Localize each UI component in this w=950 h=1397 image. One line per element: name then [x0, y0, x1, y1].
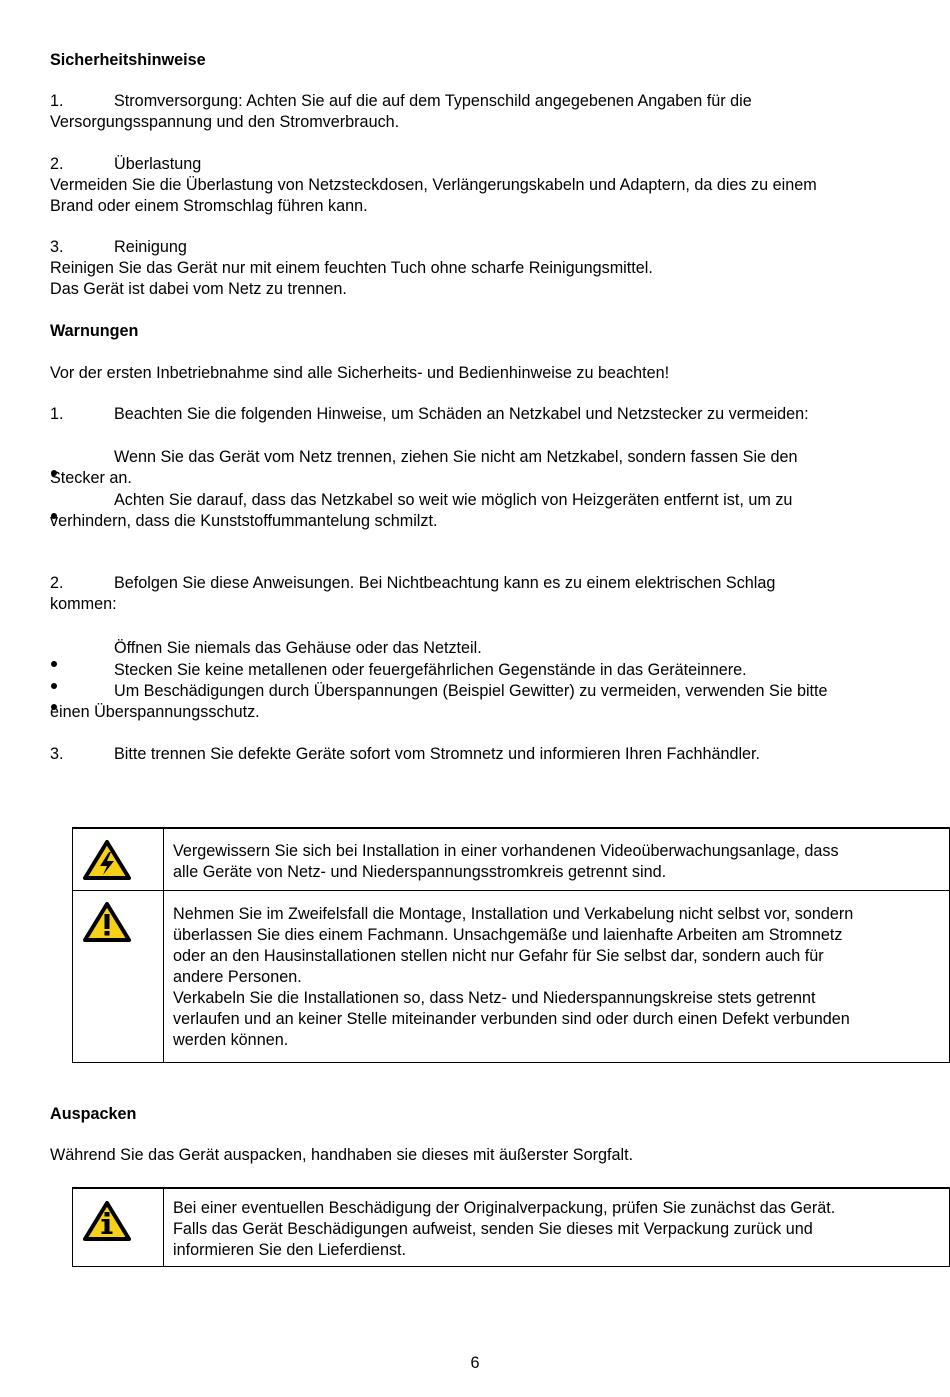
item-text: Befolgen Sie diese Anweisungen. Bei Nichtbeachtung kann es zu einem elektrischen Schlag [114, 574, 776, 592]
warning-1-bullet-1-cont: Stecker an. [50, 469, 132, 487]
warning-2-bullet-3 [50, 681, 828, 702]
warning-1-bullet-1 [50, 447, 798, 468]
text-line: andere Personen. [173, 968, 302, 986]
warning-1-bullet-2 [50, 490, 792, 511]
warning-2-bullet-2 [50, 660, 747, 681]
text-line: verlaufen und an keiner Stelle miteinander verbunden sind oder durch einen Defekt verbunden [173, 1010, 850, 1028]
warnings-heading: Warnungen [50, 322, 139, 340]
safety-item-3-text: Reinigen Sie das Gerät nur mit einem feuchten Tuch ohne scharfe Reinigungsmittel. [50, 259, 653, 277]
text-line: Vergewissern Sie sich bei Installation in einer vorhandenen Videoüberwachungsanlage, dass [173, 842, 839, 860]
text-line: Verkabeln Sie die Installationen so, dass Netz- und Niederspannungskreise stets getrennt [173, 989, 816, 1007]
bullet-text: Um Beschädigungen durch Überspannungen (Beispiel Gewitter) zu vermeiden, verwenden Sie bitte [114, 682, 828, 700]
item-text: Bitte trennen Sie defekte Geräte sofort vom Stromnetz und informieren Ihren Fachhändler. [114, 745, 761, 763]
warning-item-2 [50, 573, 775, 594]
item-text: Beachten Sie die folgenden Hinweise, um Schäden an Netzkabel und Netzstecker zu vermeiden: [114, 405, 809, 423]
item-number: 1. [50, 405, 64, 423]
text-line: Falls das Gerät Beschädigungen aufweist, senden Sie dieses mit Verpackung zurück und [173, 1220, 813, 1238]
safety-item-3-cont: Das Gerät ist dabei vom Netz zu trennen. [50, 280, 347, 298]
bullet-text: Stecken Sie keine metallenen oder feuergefährlichen Gegenstände in das Geräteinnere. [114, 661, 747, 679]
item-text: Stromversorgung: Achten Sie auf die auf dem Typenschild angegebenen Angaben für die [114, 92, 752, 110]
notice-row-electric [73, 829, 949, 891]
item-number: 1. [50, 92, 64, 110]
unpacking-text: Während Sie das Gerät auspacken, handhaben sie dieses mit äußerster Sorgfalt. [50, 1146, 634, 1164]
item-number: 3. [50, 745, 64, 763]
icon-cell [73, 891, 164, 1062]
text-line: werden können. [173, 1031, 289, 1049]
icon-cell [73, 1189, 164, 1266]
warning-1-bullet-2-cont: verhindern, dass die Kunststoffummantelung schmilzt. [50, 512, 438, 530]
unpacking-heading: Auspacken [50, 1105, 137, 1123]
warning-2-bullet-3-cont: einen Überspannungsschutz. [50, 703, 260, 721]
bullet-text: Öffnen Sie niemals das Gehäuse oder das Netzteil. [114, 639, 482, 657]
notice-row-warning [73, 891, 949, 1062]
safety-item-1 [50, 91, 752, 112]
warning-exclamation-icon [83, 902, 131, 942]
info-icon [83, 1201, 131, 1241]
safety-item-1-cont: Versorgungsspannung und den Stromverbrauch. [50, 113, 400, 131]
item-number: 2. [50, 574, 64, 592]
safety-item-2-text: Vermeiden Sie die Überlastung von Netzsteckdosen, Verlängerungskabeln und Adaptern, da dies zu einem [50, 176, 817, 194]
item-title: Überlastung [114, 155, 202, 173]
warning-item-1 [50, 404, 809, 425]
item-number: 2. [50, 155, 64, 173]
text-line: Nehmen Sie im Zweifelsfall die Montage, Installation und Verkabelung nicht selbst vor, sondern [173, 905, 854, 923]
warning-item-2-cont: kommen: [50, 595, 117, 613]
safety-item-3 [50, 237, 187, 258]
warning-2-bullet-1 [50, 638, 482, 659]
notice-row-electric-text [173, 841, 943, 883]
electric-hazard-icon [83, 840, 131, 880]
item-title: Reinigung [114, 238, 187, 256]
warnings-intro: Vor der ersten Inbetriebnahme sind alle Sicherheits- und Bedienhinweise zu beachten! [50, 364, 670, 382]
safety-item-2 [50, 154, 201, 175]
text-line: informieren Sie den Lieferdienst. [173, 1241, 407, 1259]
text-line: Bei einer eventuellen Beschädigung der Originalverpackung, prüfen Sie zunächst das Gerät. [173, 1199, 836, 1217]
text-line: oder an den Hausinstallationen stellen nicht nur Gefahr für Sie selbst dar, sondern auch für [173, 947, 824, 965]
notice-box [72, 827, 950, 1063]
notice-row-warning-text [173, 904, 943, 1051]
info-box [72, 1187, 950, 1267]
text-line: alle Geräte von Netz- und Niederspannungsstromkreis getrennt sind. [173, 863, 667, 881]
bullet-text: Achten Sie darauf, dass das Netzkabel so weit wie möglich von Heizgeräten entfernt ist, um zu [114, 491, 793, 509]
safety-heading: Sicherheitshinweise [50, 51, 206, 69]
safety-item-2-cont: Brand oder einem Stromschlag führen kann. [50, 197, 368, 215]
text-line: überlassen Sie dies einem Fachmann. Unsachgemäße und laienhafte Arbeiten am Stromnetz [173, 926, 843, 944]
info-row-text [173, 1198, 943, 1261]
item-number: 3. [50, 238, 64, 256]
icon-cell [73, 829, 164, 890]
warning-item-3 [50, 744, 760, 765]
page-number: 6 [470, 1354, 480, 1372]
info-row [73, 1189, 949, 1266]
bullet-text: Wenn Sie das Gerät vom Netz trennen, ziehen Sie nicht am Netzkabel, sondern fassen Sie den [114, 448, 798, 466]
